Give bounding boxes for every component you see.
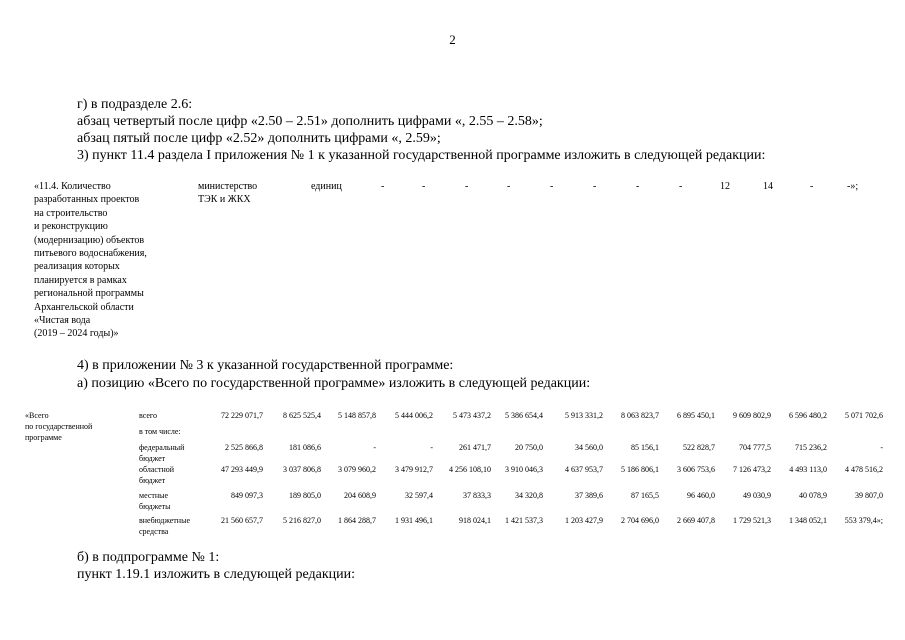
value-cell: - (507, 181, 511, 192)
funding-value: 21 560 657,7 (221, 516, 263, 525)
funding-value: 181 086,6 (289, 443, 321, 452)
funding-value: 6 596 480,2 (789, 411, 827, 420)
value-cell: - (679, 181, 683, 192)
funding-value: 3 037 806,8 (283, 465, 321, 474)
name-line: реализация которых (34, 261, 120, 273)
funding-value: 49 030,9 (743, 491, 771, 500)
funding-value: 1 931 496,1 (395, 516, 433, 525)
page-number: 2 (449, 32, 456, 47)
funding-value: 2 669 407,8 (677, 516, 715, 525)
value-cell: -»; (847, 181, 859, 192)
value-cell: - (593, 181, 597, 192)
unit: единиц (311, 181, 342, 192)
funding-value: 5 148 857,8 (338, 411, 376, 420)
name-line: питьевого водоснабжения, (34, 248, 147, 260)
indicator-name (34, 180, 204, 341)
funding-value: 261 471,7 (459, 443, 491, 452)
name-line: на строительство (34, 207, 108, 219)
funding-value: 4 637 953,7 (565, 465, 603, 474)
funding-value: 39 807,0 (855, 491, 883, 500)
funding-value: 7 126 473,2 (733, 465, 771, 474)
name-line: «11.4. Количество (34, 181, 111, 192)
responsible-line: министерство (198, 181, 258, 192)
funding-value: 918 024,1 (459, 516, 491, 525)
funding-value: - (430, 443, 433, 452)
paragraph-item-4a: а) позицию «Всего по государственной программе» изложить в следующей редакции: (77, 376, 591, 391)
value-cell: 14 (763, 181, 773, 192)
funding-value: 2 525 866,8 (225, 443, 263, 452)
label-line: по государственной (25, 422, 93, 431)
name-line: разработанных проектов (34, 194, 140, 206)
paragraph-item-3: 3) пункт 11.4 раздела I приложения № 1 к указанной государственной программе изложить в следующей редакции: (77, 148, 766, 163)
funding-value: 37 389,6 (575, 491, 603, 500)
category-line: бюджет (139, 454, 166, 463)
responsible-line: ТЭК и ЖКХ (198, 194, 251, 206)
funding-value: 1 421 537,3 (505, 516, 543, 525)
name-line: планируется в рамках (34, 274, 127, 286)
funding-value: 849 097,3 (231, 491, 263, 500)
name-line: региональной программы (34, 288, 144, 300)
funding-value: 20 750,0 (515, 443, 543, 452)
funding-value: 5 913 331,2 (565, 411, 603, 420)
funding-value: 8 063 823,7 (621, 411, 659, 420)
value-cell: - (810, 181, 814, 192)
paragraph-item-4: 4) в приложении № 3 к указанной государственной программе: (77, 358, 454, 373)
value-cell: 12 (720, 181, 730, 192)
paragraph-fourth: абзац четвертый после цифр «2.50 – 2.51» дополнить цифрами «, 2.55 – 2.58»; (77, 114, 543, 129)
paragraph-item-4b: б) в подпрограмме № 1: (77, 550, 220, 565)
category-line: местные (139, 491, 169, 500)
funding-category (139, 426, 199, 437)
funding-value: 5 386 654,4 (505, 411, 543, 420)
funding-value: 2 704 696,0 (621, 516, 659, 525)
category-line: внебюджетные (139, 516, 190, 525)
funding-value: 4 493 113,0 (789, 465, 827, 474)
value-cell: - (636, 181, 640, 192)
funding-value: 3 479 912,7 (395, 465, 433, 474)
paragraph-fifth: абзац пятый после цифр «2.52» дополнить цифрами «, 2.59»; (77, 131, 441, 146)
funding-value: 85 156,1 (631, 443, 659, 452)
funding-value: 5 071 702,6 (845, 411, 883, 420)
funding-value: 34 320,8 (515, 491, 543, 500)
paragraph-item-1191: пункт 1.19.1 изложить в следующей редакции: (77, 567, 355, 582)
funding-value: 189 805,0 (289, 491, 321, 500)
category-line: областной (139, 465, 175, 474)
name-line: «Чистая вода (34, 315, 91, 327)
funding-row-label (25, 410, 135, 443)
category-line: федеральный (139, 443, 185, 452)
funding-value: 3 606 753,6 (677, 465, 715, 474)
label-line: «Всего (25, 411, 49, 420)
funding-value: 4 478 516,2 (845, 465, 883, 474)
funding-value: 5 473 437,2 (453, 411, 491, 420)
category-line: бюджет (139, 476, 166, 485)
funding-value: 704 777,5 (739, 443, 771, 452)
category-line: всего (139, 411, 158, 420)
funding-category (139, 515, 199, 537)
name-line: (2019 – 2024 годы)» (34, 328, 119, 340)
name-line: (модернизацию) объектов (34, 234, 145, 246)
funding-value: 5 444 006,2 (395, 411, 433, 420)
funding-value: 87 165,5 (631, 491, 659, 500)
funding-value: 32 597,4 (405, 491, 433, 500)
funding-value: 204 608,9 (344, 491, 376, 500)
funding-value: - (880, 443, 883, 452)
funding-value: 522 828,7 (683, 443, 715, 452)
value-cell: - (550, 181, 554, 192)
funding-value: 1 729 521,3 (733, 516, 771, 525)
funding-value: 5 186 806,1 (621, 465, 659, 474)
funding-value: 1 864 288,7 (338, 516, 376, 525)
funding-value: 3 910 046,3 (505, 465, 543, 474)
funding-value: 47 293 449,9 (221, 465, 263, 474)
funding-value: 96 460,0 (687, 491, 715, 500)
funding-category (139, 442, 199, 464)
name-line: Архангельской области (34, 301, 134, 313)
funding-category (139, 464, 199, 486)
funding-value: 5 216 827,0 (283, 516, 321, 525)
paragraph-subsection: г) в подразделе 2.6: (77, 97, 193, 112)
funding-value: 9 609 802,9 (733, 411, 771, 420)
funding-value: 72 229 071,7 (221, 411, 263, 420)
funding-category (139, 410, 199, 421)
funding-value: 3 079 960,2 (338, 465, 376, 474)
category-line: средства (139, 527, 169, 536)
funding-value: 34 560,0 (575, 443, 603, 452)
funding-value: 4 256 108,10 (449, 465, 491, 474)
value-cell: - (422, 181, 426, 192)
label-line: программе (25, 433, 62, 442)
funding-value: 40 078,9 (799, 491, 827, 500)
funding-value: 553 379,4»; (844, 516, 883, 525)
value-cell: - (381, 181, 385, 192)
category-line: в том числе: (139, 427, 181, 436)
funding-value: - (373, 443, 376, 452)
funding-value: 8 625 525,4 (283, 411, 321, 420)
funding-value: 37 833,3 (463, 491, 491, 500)
name-line: и реконструкцию (34, 221, 108, 233)
funding-value: 715 236,2 (795, 443, 827, 452)
funding-value: 1 203 427,9 (565, 516, 603, 525)
value-cell: - (465, 181, 469, 192)
funding-value: 6 895 450,1 (677, 411, 715, 420)
funding-value: 1 348 052,1 (789, 516, 827, 525)
funding-category (139, 490, 199, 512)
responsible-agency (198, 180, 257, 207)
category-line: бюджеты (139, 502, 171, 511)
